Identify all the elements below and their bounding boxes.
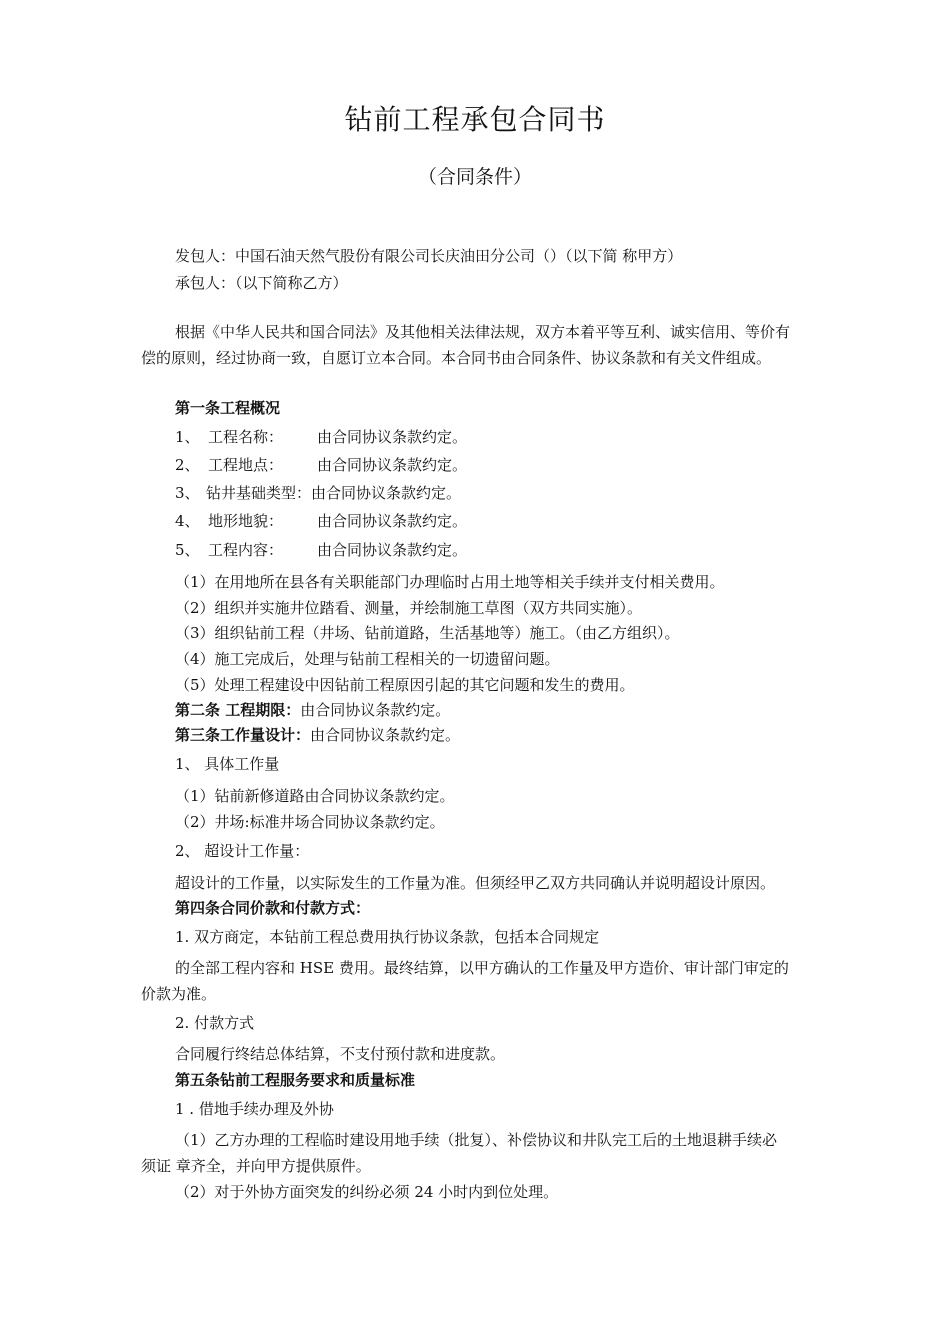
article-1-item <box>175 540 467 560</box>
item-label: 工程地点： <box>208 456 284 474</box>
article-1-item <box>175 483 461 503</box>
article-1-heading: 第一条工程概况 <box>175 399 281 417</box>
item-value: 由合同协议条款约定。 <box>317 512 468 530</box>
item-number: 1、 <box>175 428 200 446</box>
item-number: 3、 <box>175 484 200 502</box>
article-3-item-2: 2、 超设计工作量： <box>175 842 310 860</box>
article-4-text-line-2: 价款为准。 <box>141 985 217 1003</box>
article-1-item <box>175 455 467 475</box>
article-2-value: 由合同协议条款约定。 <box>300 701 451 719</box>
contractor-line: 承包人：（以下简称乙方） <box>175 274 348 292</box>
article-3-subitem: （1）钻前新修道路由合同协议条款约定。 <box>175 787 455 805</box>
article-3-subitem: （2）井场:标准井场合同协议条款约定。 <box>175 813 445 831</box>
article-3-item-1: 1、 具体工作量 <box>175 755 280 773</box>
article-1-item <box>175 427 467 447</box>
item-label: 工程内容： <box>208 541 284 559</box>
item-label: 钻井基础类型： <box>206 484 312 502</box>
article-1-item <box>175 511 467 531</box>
item-value: 由合同协议条款约定。 <box>317 541 468 559</box>
item-number: 4、 <box>175 512 200 530</box>
article-2-line <box>175 700 450 720</box>
article-2-heading: 第二条 工程期限： <box>175 701 301 719</box>
article-3-value: 由合同协议条款约定。 <box>310 726 461 744</box>
item-value: 由合同协议条款约定。 <box>317 428 468 446</box>
item-label: 地形地貌： <box>208 512 284 530</box>
article-1-subitem: （3）组织钻前工程（井场、钻前道路，生活基地等）施工。（由乙方组织）。 <box>175 624 680 642</box>
document-title: 钻前工程承包合同书 <box>344 103 606 136</box>
item-value: 由合同协议条款约定。 <box>317 456 468 474</box>
item-number: 2、 <box>175 456 200 474</box>
document-subtitle: （合同条件） <box>417 166 532 188</box>
intro-paragraph-line-2: 偿的原则，经过协商一致，自愿订立本合同。本合同书由合同条件、协议条款和有关文件组成。 <box>141 349 772 367</box>
employer-line: 发包人：中国石油天然气股份有限公司长庆油田分公司（）（以下简 称甲方） <box>175 247 683 265</box>
article-1-subitem: （2）组织并实施井位踏看、测量，并绘制施工草图（双方共同实施）。 <box>175 599 643 617</box>
intro-paragraph-line-1: 根据《中华人民共和国合同法》及其他相关法律法规，双方本着平等互利、诚实信用、等价有 <box>175 323 791 341</box>
article-1-subitem: （5）处理工程建设中因钻前工程原因引起的其它问题和发生的费用。 <box>175 676 635 694</box>
item-label: 工程名称： <box>208 428 284 446</box>
article-5-subitem: （2）对于外协方面突发的纠纷必须 24 小时内到位处理。 <box>175 1183 559 1201</box>
article-4-item-1: 1. 双方商定，本钻前工程总费用执行协议条款，包括本合同规定 <box>175 928 600 946</box>
article-4-text-line-1: 的全部工程内容和 HSE 费用。最终结算，以甲方确认的工作量及甲方造价、审计部门审定的 <box>175 959 789 977</box>
article-5-subitem-line-1: （1）乙方办理的工程临时建设用地手续（批复）、补偿协议和井队完工后的土地退耕手续必 <box>175 1131 778 1149</box>
article-4-item-2: 2. 付款方式 <box>175 1014 255 1032</box>
article-4-text-2: 合同履行终结总体结算，不支付预付款和进度款。 <box>175 1045 506 1063</box>
article-5-item-1: 1 . 借地手续办理及外协 <box>175 1100 334 1118</box>
item-number: 5、 <box>175 541 200 559</box>
article-5-heading: 第五条钻前工程服务要求和质量标准 <box>175 1071 416 1089</box>
article-5-subitem-line-2: 须证 章齐全，并向甲方提供原件。 <box>141 1157 371 1175</box>
article-1-subitem: （1）在用地所在县各有关职能部门办理临时占用土地等相关手续并支付相关费用。 <box>175 573 725 591</box>
item-value: 由合同协议条款约定。 <box>311 484 462 502</box>
article-1-subitem: （4）施工完成后，处理与钻前工程相关的一切遗留问题。 <box>175 650 560 668</box>
article-3-line <box>175 725 460 745</box>
article-3-heading: 第三条工作量设计： <box>175 726 311 744</box>
article-3-text: 超设计的工作量，以实际发生的工作量为准。但须经甲乙双方共同确认并说明超设计原因。 <box>175 874 776 892</box>
article-4-heading: 第四条合同价款和付款方式： <box>175 899 371 917</box>
